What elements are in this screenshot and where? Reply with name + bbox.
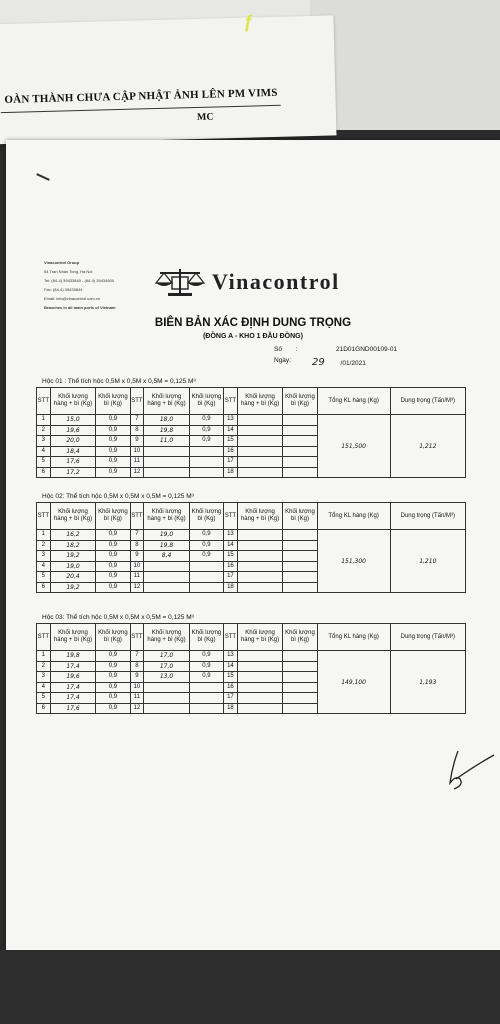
table-cell: 7 [130,530,144,541]
table-cell [237,672,283,683]
column-header: Khối lượng bì (Kg) [96,624,130,651]
table-cell: 13 [224,530,238,541]
table-row [37,651,466,662]
table-cell: 9 [130,672,144,683]
table-cell: 18 [224,703,238,714]
table-cell [189,457,223,468]
table-cell: 18 [224,582,238,593]
column-header: STT [130,503,144,530]
table-cell: 0,9 [96,540,130,551]
table-cell: 8 [130,661,144,672]
table-cell: 15,0 [50,415,96,426]
table-cell: 15 [224,436,238,447]
table-cell: 7 [130,415,144,426]
table-cell: 8,4 [144,551,190,562]
desk-background-bottom [0,950,500,1024]
column-header: Khối lượng bì (Kg) [283,503,317,530]
table-cell: 0,9 [96,682,130,693]
table-cell: 10 [130,682,144,693]
table-cell [283,530,317,541]
table-cell [237,682,283,693]
table-cell [189,467,223,478]
table-cell: 17,0 [144,651,190,662]
underlying-sheet [0,11,337,144]
table-cell [283,561,317,572]
table-cell: 13 [224,651,238,662]
table-cell: 14 [224,425,238,436]
table-cell: 14 [224,540,238,551]
table-cell: 8 [130,540,144,551]
table-cell [189,703,223,714]
document-date-value [312,357,366,368]
table-cell: 0,9 [96,415,130,426]
column-header: Dung trọng (Tấn/M³) [390,503,465,530]
table-cell: 2 [37,540,51,551]
table-cell [237,693,283,704]
table-cell: 19,2 [50,551,96,562]
table-cell: 19,6 [50,672,96,683]
table-cell: 0,9 [189,415,223,426]
table-cell: 0,9 [96,551,130,562]
column-header: STT [130,624,144,651]
table-cell: 0,9 [189,425,223,436]
document-date-row [274,357,366,368]
column-header: Khối lượng bì (Kg) [283,624,317,651]
table-cell: 13,0 [144,672,190,683]
column-header: Khối lượng hàng + bì (Kg) [237,388,283,415]
column-header: Khối lượng bì (Kg) [96,388,130,415]
column-header: Khối lượng hàng + bì (Kg) [144,624,190,651]
table-cell: 4 [37,561,51,572]
underlying-sheet-mc: MC [196,111,214,123]
table-cell: 13 [224,415,238,426]
table-cell [237,661,283,672]
table-cell [237,572,283,583]
column-header: Khối lượng bì (Kg) [189,624,223,651]
column-header: Tổng KL hàng (Kg) [317,624,390,651]
density-cell: 1,210 [390,530,465,593]
table-cell: 0,9 [96,582,130,593]
underlying-sheet-rule [1,105,281,113]
table-cell: 0,9 [96,467,130,478]
total-weight-cell: 151,300 [317,530,390,593]
company-fax: Fax: (84-4) 39433844 [44,287,83,292]
column-header: Dung trọng (Tấn/M³) [390,624,465,651]
table-cell [237,703,283,714]
table-cell: 18,4 [50,446,96,457]
table-cell: 0,9 [189,651,223,662]
table-cell [283,415,317,426]
table-cell: 18,0 [144,415,190,426]
table-cell [144,703,190,714]
column-header: Khối lượng bì (Kg) [189,503,223,530]
column-header: Khối lượng bì (Kg) [283,388,317,415]
scales-icon [154,267,206,297]
table-cell: 12 [130,467,144,478]
table-cell [144,572,190,583]
measurement-table [36,623,466,714]
table-cell [237,540,283,551]
table-cell: 6 [37,582,51,593]
column-header: STT [130,388,144,415]
table-cell [237,436,283,447]
table-cell: 0,9 [96,661,130,672]
table-cell: 5 [37,572,51,583]
table-cell [283,703,317,714]
table-cell: 0,9 [96,425,130,436]
table-cell: 4 [37,446,51,457]
table-cell: 17 [224,457,238,468]
table-cell: 3 [37,436,51,447]
table-cell: 0,9 [96,703,130,714]
table-cell: 19,8 [50,651,96,662]
column-header: Khối lượng hàng + bì (Kg) [50,624,96,651]
measurement-table [36,387,466,478]
table-cell: 7 [130,651,144,662]
table-cell [237,651,283,662]
table-cell: 17,6 [50,703,96,714]
logo-text: Vinacontrol [212,269,340,294]
table-cell [144,446,190,457]
table-cell: 15 [224,672,238,683]
table-cell: 4 [37,682,51,693]
table-cell: 14 [224,661,238,672]
column-header: STT [224,624,238,651]
column-header: STT [224,388,238,415]
table-cell: 18,2 [50,540,96,551]
underlying-sheet-text: OÀN THÀNH CHƯA CẬP NHẬT ẢNH LÊN PM VIMS [4,86,278,107]
highlighter-mark: ƒ [243,11,254,32]
table-cell: 19,0 [144,530,190,541]
column-header: Khối lượng hàng + bì (Kg) [50,388,96,415]
total-weight-cell: 151,500 [317,415,390,478]
table-cell [189,682,223,693]
column-header: Khối lượng hàng + bì (Kg) [144,503,190,530]
table-cell: 19,8 [144,425,190,436]
table-cell: 0,9 [189,540,223,551]
table-cell [237,415,283,426]
column-header: Dung trọng (Tấn/M³) [390,388,465,415]
table-cell: 0,9 [96,672,130,683]
signature-mark [446,745,496,795]
company-email: Email: info@vinacontrol.com.vn [44,296,101,301]
table-row [37,530,466,541]
table-cell: 16,2 [50,530,96,541]
table-cell: 17,4 [50,693,96,704]
company-branches: Branches in all main ports of Vietnam [44,305,116,310]
table-cell: 16 [224,682,238,693]
table-cell: 11 [130,572,144,583]
table-cell: 17,4 [50,682,96,693]
document-number-sep: : [295,346,298,353]
table-cell: 20,0 [50,436,96,447]
column-header: STT [37,503,51,530]
table-cell [189,561,223,572]
column-header: Khối lượng hàng + bì (Kg) [237,624,283,651]
table-cell: 3 [37,551,51,562]
table-cell [283,446,317,457]
document-date-rest: /01/2021 [340,360,366,367]
table-cell: 0,9 [96,572,130,583]
document-title: BIÊN BẢN XÁC ĐỊNH DUNG TRỌNG [154,317,352,329]
table-cell: 15 [224,551,238,562]
table-cell: 11,0 [144,436,190,447]
table-cell: 12 [130,703,144,714]
table-cell [189,572,223,583]
document-subtitle: (ĐỒNG A - KHO 1 ĐẦU ĐỒNG) [203,333,303,340]
table-cell: 0,9 [96,436,130,447]
table-cell [283,672,317,683]
section-label: Hộc 01 : Thể tích hộc 0,5M x 0,5M x 0,5M = 0,125 M³ [42,378,196,385]
table-cell [283,425,317,436]
table-cell: 5 [37,457,51,468]
column-header: Khối lượng hàng + bì (Kg) [144,388,190,415]
column-header: Khối lượng bì (Kg) [96,503,130,530]
total-weight-cell: 149,100 [317,651,390,714]
table-cell: 18 [224,467,238,478]
table-cell [189,582,223,593]
table-cell: 0,9 [96,561,130,572]
table-cell: 19,2 [50,582,96,593]
table-cell: 16 [224,446,238,457]
table-cell [144,682,190,693]
table-cell: 6 [37,467,51,478]
column-header: Khối lượng bì (Kg) [189,388,223,415]
table-cell: 5 [37,693,51,704]
table-cell [144,693,190,704]
table-cell [237,530,283,541]
table-cell [144,467,190,478]
table-cell [283,436,317,447]
document-number-label: Số [274,346,282,353]
table-cell: 0,9 [189,661,223,672]
table-cell: 0,9 [96,651,130,662]
table-cell: 0,9 [189,530,223,541]
document-number-value: 21D01GND00109-01 [336,346,398,353]
column-header: Khối lượng hàng + bì (Kg) [237,503,283,530]
table-cell [283,457,317,468]
table-cell: 17 [224,572,238,583]
table-cell [237,467,283,478]
measurement-table [36,502,466,593]
table-cell: 2 [37,425,51,436]
table-cell [283,582,317,593]
table-cell [144,561,190,572]
document-date-day: 29 [312,357,325,368]
table-cell [237,582,283,593]
table-cell: 6 [37,703,51,714]
table-cell: 8 [130,425,144,436]
table-cell: 0,9 [96,457,130,468]
table-cell: 17,0 [144,661,190,672]
company-name: Vinacontrol Group [44,260,80,265]
table-cell: 17 [224,693,238,704]
table-cell: 1 [37,530,51,541]
table-cell: 2 [37,661,51,672]
table-cell: 17,6 [50,457,96,468]
section-label: Hộc 03: Thể tích hộc 0,5M x 0,5M x 0,5M = 0,125 M³ [42,614,194,621]
table-cell [189,446,223,457]
table-cell: 0,9 [96,446,130,457]
table-cell [283,651,317,662]
vinacontrol-logo [154,267,340,297]
table-cell [283,682,317,693]
table-cell: 19,0 [50,561,96,572]
table-cell [144,457,190,468]
table-cell: 0,9 [96,530,130,541]
company-tel: Tel: (84-4) 39433840 - (84-4) 39434800 [44,278,115,283]
table-cell [283,693,317,704]
table-cell: 0,9 [189,672,223,683]
table-cell [237,551,283,562]
table-cell [283,572,317,583]
table-cell [237,425,283,436]
table-cell: 17,2 [50,467,96,478]
document-number-row [274,346,398,353]
table-cell [144,582,190,593]
column-header: STT [37,388,51,415]
table-row [37,415,466,426]
table-cell [283,540,317,551]
table-cell: 9 [130,436,144,447]
table-cell: 19,8 [144,540,190,551]
table-cell: 16 [224,561,238,572]
table-cell: 11 [130,693,144,704]
table-cell: 10 [130,561,144,572]
table-cell: 11 [130,457,144,468]
table-cell: 0,9 [189,436,223,447]
table-cell [189,693,223,704]
column-header: STT [37,624,51,651]
table-cell [283,661,317,672]
table-cell: 1 [37,651,51,662]
table-cell [237,457,283,468]
document-date-label: Ngày: [274,357,291,364]
desk-background-right [310,0,500,130]
table-cell: 0,9 [189,551,223,562]
column-header: STT [224,503,238,530]
table-cell: 12 [130,582,144,593]
document-page [6,140,500,950]
column-header: Tổng KL hàng (Kg) [317,503,390,530]
table-cell: 1 [37,415,51,426]
density-cell: 1,193 [390,651,465,714]
company-info [44,258,116,312]
table-cell: 3 [37,672,51,683]
table-cell: 19,6 [50,425,96,436]
table-cell: 9 [130,551,144,562]
column-header: Khối lượng hàng + bì (Kg) [50,503,96,530]
table-cell [237,446,283,457]
table-cell [283,467,317,478]
table-cell [283,551,317,562]
column-header: Tổng KL hàng (Kg) [317,388,390,415]
section-label: Hộc 02: Thể tích hộc 0,5M x 0,5M x 0,5M = 0,125 M³ [42,493,194,500]
table-cell: 17,4 [50,661,96,672]
table-cell: 0,9 [96,693,130,704]
company-address: 54 Tran Nhan Tong, Ha Noi [44,269,93,274]
density-cell: 1,212 [390,415,465,478]
pen-stroke [36,173,50,181]
table-cell: 20,4 [50,572,96,583]
table-cell [237,561,283,572]
table-cell: 10 [130,446,144,457]
